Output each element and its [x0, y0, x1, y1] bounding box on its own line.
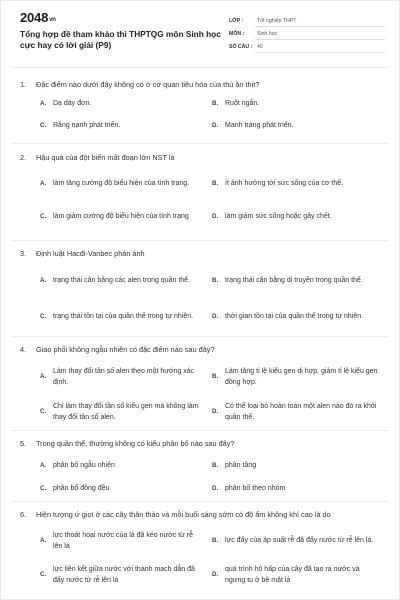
option-label: C.	[40, 408, 47, 416]
option-c[interactable]	[40, 207, 200, 228]
question-text: Hiện tượng ứ giọt ở các cây thân thảo và mỗi buổi sáng sớm có độ ẩm không khí cao là do	[36, 510, 331, 519]
option-text: trạng thái tồn tại của quần thể trong tự nhiên.	[53, 313, 194, 321]
question-text: Định luật Hacđi-Vanbec phản ánh	[36, 249, 145, 258]
option-c[interactable]	[40, 484, 210, 495]
option-b[interactable]	[212, 271, 377, 292]
option-d[interactable]	[212, 402, 377, 423]
meta-value: Sinh học	[257, 31, 278, 37]
option-label: A.	[40, 373, 47, 381]
question-number: 2.	[20, 153, 27, 162]
meta-value: Tốt nghiệp THPT	[257, 18, 297, 24]
divider	[11, 501, 389, 502]
option-text: lực liên kết giữa nước với thành mạch dẫn đã đẩy nước từ rễ lên lá	[53, 566, 195, 584]
option-text: Có thể loại bỏ hoàn toàn một alen nào đó ra khỏi quần thể.	[225, 403, 377, 421]
question-3	[20, 248, 384, 333]
option-label: C.	[40, 313, 47, 321]
option-group	[40, 355, 384, 433]
option-a[interactable]	[40, 531, 202, 552]
option-c[interactable]	[40, 402, 202, 423]
meta-count	[229, 41, 385, 54]
option-label: B.	[212, 100, 219, 107]
question-2	[20, 152, 384, 233]
option-text: phân bố ngẫu nhiên	[53, 462, 115, 469]
option-label: A.	[40, 277, 47, 285]
question-5	[20, 438, 384, 505]
question-stem	[20, 152, 384, 163]
page-header	[1, 1, 400, 63]
question-number: 3.	[20, 249, 27, 258]
question-number: 1.	[20, 80, 27, 89]
option-a[interactable]	[40, 271, 202, 292]
option-label: B.	[212, 462, 219, 469]
question-number: 5.	[20, 439, 27, 448]
option-c[interactable]	[40, 565, 202, 586]
option-text: phân bố theo nhóm	[225, 485, 286, 492]
option-text: trạng thái cân bằng các alen trong quần thể.	[53, 277, 190, 285]
question-stem	[20, 79, 384, 90]
option-group	[40, 449, 384, 505]
divider	[11, 240, 389, 241]
option-text: làm giảm sức sống hoặc gây chết.	[225, 213, 332, 221]
option-text: lực thoát hoại nước của lá đã kéo nước từ rễ lên lá	[53, 532, 193, 550]
option-text: trạng thái cân bằng di truyền trong quần thể.	[225, 277, 363, 285]
option-label: B.	[212, 537, 219, 545]
option-d[interactable]	[212, 484, 382, 495]
option-label: D.	[212, 571, 219, 579]
option-text: lực đẩy của áp suất rễ đã đẩy nước từ rễ lên lá.	[225, 537, 374, 545]
option-label: A.	[40, 462, 47, 469]
option-text: quá trình hô hấp của cây đã tạo ra nước và ngưng tụ ở bề mặt lá	[225, 566, 360, 584]
option-group	[40, 259, 384, 333]
question-1	[20, 79, 384, 136]
logo-suffix: vn	[49, 17, 56, 23]
meta-class	[229, 15, 385, 28]
option-d[interactable]	[212, 207, 382, 228]
option-label: D.	[212, 408, 219, 416]
option-a[interactable]	[40, 461, 210, 472]
question-stem	[20, 344, 384, 355]
option-text: thời gian tồn tại của quần thể trong tự nhiên.	[225, 313, 364, 321]
divider	[11, 430, 389, 431]
option-label: C.	[40, 571, 47, 579]
option-c[interactable]	[40, 121, 210, 132]
logo-text: 2048	[20, 10, 49, 25]
option-d[interactable]	[212, 565, 377, 586]
option-label: C.	[40, 213, 47, 221]
option-label: A.	[40, 180, 47, 188]
option-text: Dạ dày đơn.	[53, 100, 92, 107]
meta-subject	[229, 28, 385, 41]
option-text: làm tăng cường độ biểu hiện của tính trạng.	[53, 180, 190, 188]
question-6	[20, 509, 384, 590]
option-label: B.	[212, 277, 219, 285]
option-label: D.	[212, 122, 219, 129]
question-text: Đặc điểm nào dưới đây không có ở cơ quan tiêu hóa của thú ăn thịt?	[36, 80, 260, 89]
meta-underline	[255, 39, 385, 40]
divider	[11, 67, 389, 68]
exam-meta	[229, 15, 385, 54]
option-group	[40, 163, 384, 233]
option-text: Manh tràng phát triển.	[225, 122, 294, 129]
question-text: Hậu quả của đột biến mất đoạn lớn NST là	[36, 153, 175, 162]
question-stem	[20, 438, 384, 449]
meta-underline	[255, 26, 385, 27]
option-a[interactable]	[40, 367, 202, 388]
option-text: Chỉ làm thay đổi tần số kiểu gen mà không làm thay đổi tần số alen.	[53, 403, 199, 421]
option-text: Làm tăng tỉ lệ kiểu gen dị hợp, giảm tỉ lệ kiểu gen đồng hợp.	[225, 368, 378, 386]
option-b[interactable]	[212, 461, 382, 472]
option-a[interactable]	[40, 174, 200, 195]
meta-key: SỐ CÂU :	[229, 44, 253, 50]
site-logo[interactable]	[20, 10, 56, 25]
option-text: ít ảnh hưởng tới sức sống của cơ thể.	[225, 180, 344, 188]
option-label: A.	[40, 537, 47, 545]
meta-underline	[255, 52, 385, 53]
option-group	[40, 90, 384, 136]
meta-key: MÔN :	[229, 31, 245, 37]
option-text: phân bố đồng đều	[53, 485, 110, 492]
option-label: B.	[212, 373, 219, 381]
option-a[interactable]	[40, 99, 210, 110]
option-label: A.	[40, 100, 47, 107]
question-stem	[20, 248, 384, 259]
option-label: C.	[40, 485, 47, 492]
option-c[interactable]	[40, 307, 202, 328]
option-b[interactable]	[212, 531, 377, 552]
question-text: Giao phối không ngẫu nhiên có đặc điểm nào sau đây?	[36, 345, 215, 354]
option-d[interactable]	[212, 121, 382, 132]
option-b[interactable]	[212, 174, 372, 195]
option-label: D.	[212, 313, 219, 321]
divider	[11, 143, 389, 144]
option-label: D.	[212, 485, 219, 492]
question-number: 4.	[20, 345, 27, 354]
question-4	[20, 344, 384, 433]
option-text: Làm thay đổi tần số alen theo một hướng xác định.	[53, 368, 195, 386]
question-number: 6.	[20, 510, 27, 519]
option-text: phân tầng	[225, 462, 257, 469]
option-label: D.	[212, 213, 219, 221]
page-title: Tổng hợp đề tham khảo thi THPTQG môn Sinh học cực hay có lời giải (P9)	[20, 29, 221, 50]
divider	[11, 336, 389, 337]
option-text: Ruột ngắn.	[225, 100, 260, 107]
option-b[interactable]	[212, 367, 382, 388]
option-label: B.	[212, 180, 219, 188]
option-label: C.	[40, 122, 47, 129]
meta-value: 40	[257, 44, 263, 50]
meta-key: LỚP :	[229, 18, 244, 24]
option-d[interactable]	[212, 307, 377, 328]
question-stem	[20, 509, 384, 520]
question-text: Trong quần thể, thường không có kiểu phân bố nào sau đây?	[36, 439, 235, 448]
option-text: Răng nanh phát triển.	[53, 122, 121, 129]
option-group	[40, 520, 384, 590]
option-text: làm giảm cường độ biểu hiện của tính trạng	[53, 213, 189, 221]
option-b[interactable]	[212, 99, 382, 110]
